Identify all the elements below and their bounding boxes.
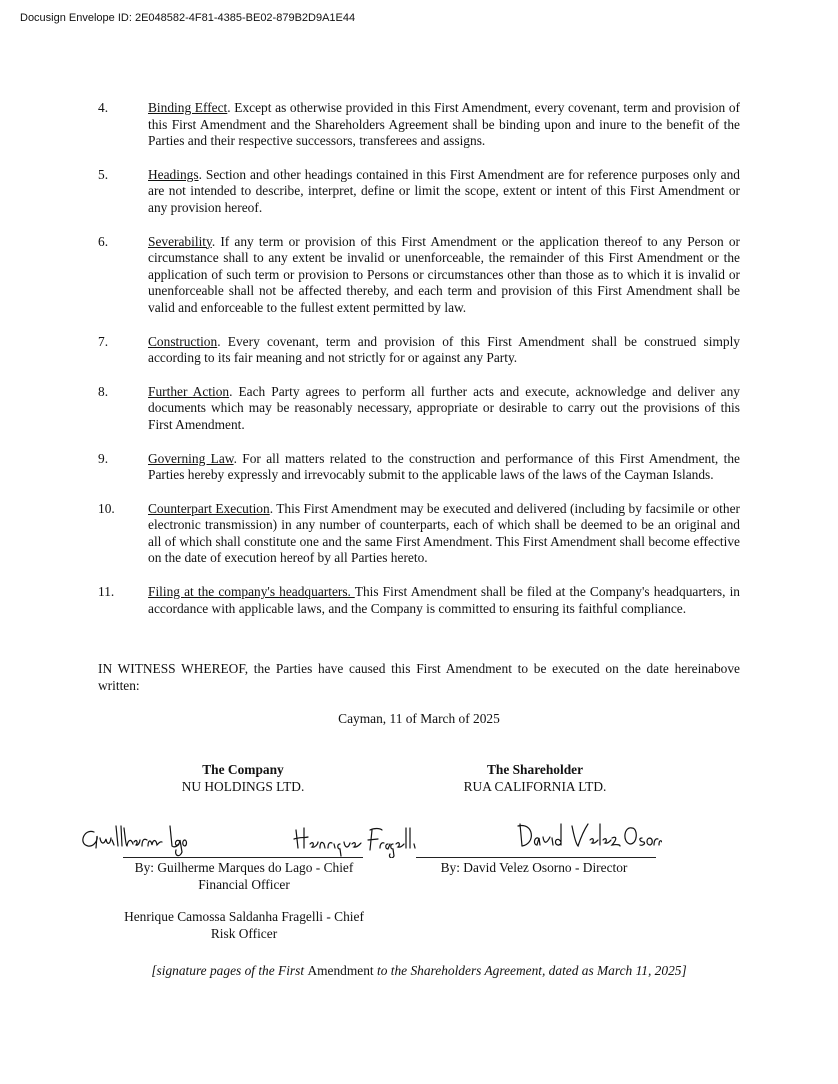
section-5 <box>98 167 740 217</box>
section-heading: Binding Effect <box>148 100 228 115</box>
section-body: . Except as otherwise provided in this First Amendment, every covenant, term and provision of this First Amendment and the Shareholders Agreement shall be binding upon and inure to the benefit of the Parties and their respective successors, transferees and assigns. <box>148 100 740 149</box>
shareholder-signature-line <box>416 857 656 858</box>
section-heading: Filing at the company's headquarters. <box>148 584 355 600</box>
footer-text-1: [signature pages of the First <box>151 963 308 978</box>
section-body: . For all matters related to the construction and performance of this First Amendment, the Parties hereby expressly and irrevocably submit to the applicable laws of the laws of the Cayman Islands. <box>148 450 740 483</box>
signatory-1-name: By: Guilherme Marques do Lago - Chief <box>134 860 354 875</box>
section-11 <box>98 584 740 617</box>
section-body: . Each Party agrees to perform all further acts and execute, acknowledge and deliver any documents which may be reasonably necessary, appropriate or desirable to carry out the provisions of this First Amendment. <box>148 383 740 432</box>
section-heading: Headings <box>148 166 199 182</box>
company-block <box>123 761 363 795</box>
date-line: Cayman, 11 of March of 2025 <box>338 711 500 726</box>
signatory-1-title: Financial Officer <box>198 876 290 892</box>
section-number: 11. <box>98 584 115 600</box>
section-number: 8. <box>98 383 109 399</box>
section-body: . Section and other headings contained in this First Amendment are for reference purposes only and are not intended to describe, interpret, define or limit the scope, extent or intent of this First Amendment or any provision hereof. <box>148 166 740 215</box>
section-body: . Every covenant, term and provision of this First Amendment shall be construed simply according to its fair meaning and not strictly for or against any Party. <box>148 333 740 366</box>
shareholder-signatory-name: By: David Velez Osorno - Director <box>440 860 628 875</box>
section-number: 10. <box>98 500 115 516</box>
signatory-2-title: Risk Officer <box>210 925 278 941</box>
section-heading: Severability <box>148 233 212 249</box>
guilherme-lago-signature <box>76 818 188 858</box>
section-number: 9. <box>98 450 109 466</box>
envelope-id: Docusign Envelope ID: 2E048582-4F81-4385-BE02-879B2D9A1E44 <box>20 12 356 24</box>
company-title: The Company <box>202 762 284 777</box>
section-body: This First Amendment shall be filed at the Company's headquarters, in accordance with applicable laws, and the Company is committed to ensuring its faithful compliance. <box>148 584 740 616</box>
company-signatory-1 <box>114 860 374 893</box>
section-4 <box>98 100 740 150</box>
section-number: 7. <box>98 333 109 349</box>
section-number: 4. <box>98 100 109 115</box>
signatory-2-name: Henrique Camossa Saldanha Fragelli - Chief <box>124 909 364 924</box>
witness-clause: IN WITNESS WHEREOF, the Parties have caused this First Amendment to be executed on the date hereinabove written: <box>98 661 740 693</box>
company-name: NU HOLDINGS LTD. <box>181 779 305 794</box>
section-heading: Counterpart Execution <box>148 500 270 516</box>
section-7 <box>98 334 740 367</box>
footer-text-3: to the Shareholders Agreement, dated as March 11, 2025] <box>373 963 687 978</box>
section-number: 6. <box>98 233 109 249</box>
henrique-fragelli-signature <box>290 822 420 858</box>
company-signatory-2 <box>114 909 374 942</box>
section-heading: Construction <box>148 333 218 349</box>
section-number: 5. <box>98 166 109 182</box>
section-8 <box>98 384 740 434</box>
shareholder-signatory <box>404 860 664 877</box>
section-body: . This First Amendment may be executed and delivered (including by facsimile or other electronic transmission) in any number of counterparts, each of which shall be deemed to be an original and all of which shall constitute one and the same First Amendment. This First Amendment shall become effective on the date of execution hereof by all Parties hereto. <box>148 500 740 566</box>
shareholder-name: RUA CALIFORNIA LTD. <box>463 779 607 794</box>
david-velez-osorno-signature <box>514 818 662 854</box>
section-9 <box>98 451 740 484</box>
shareholder-block <box>415 761 655 795</box>
amendment-sections <box>98 100 740 634</box>
section-body: . If any term or provision of this First Amendment or the application thereof to any Person or circumstance shall to any extent be invalid or unenforceable, the remainder of this First Amendment or the application of such term or provision to Persons or circumstances other than those as to which it is invalid or unenforceable shall not be affected thereby, and each term and provision of this First Amendment shall be valid and enforceable to the fullest extent permitted by law. <box>148 233 740 315</box>
signature-page-footer <box>0 963 838 979</box>
section-6 <box>98 234 740 317</box>
section-10 <box>98 501 740 567</box>
section-heading: Governing Law <box>148 450 234 466</box>
section-heading: Further Action <box>148 383 230 399</box>
shareholder-title: The Shareholder <box>486 762 584 777</box>
company-signature-line <box>123 857 363 858</box>
footer-text-2: Amendment <box>307 963 374 978</box>
